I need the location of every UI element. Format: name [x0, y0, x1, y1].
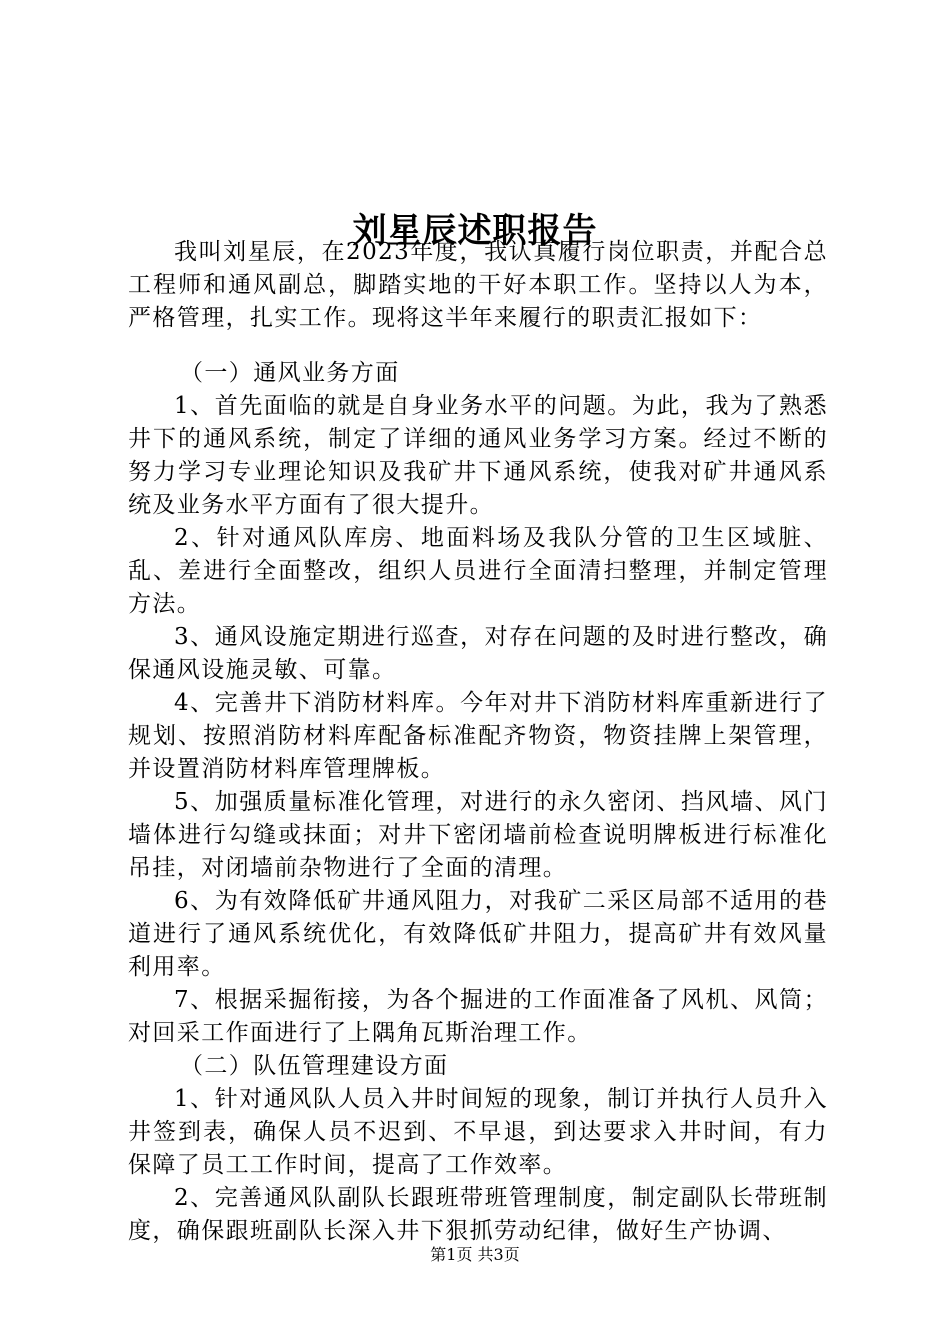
- list-item: 3、通风设施定期进行巡查，对存在问题的及时进行整改，确保通风设施灵敏、可靠。: [128, 624, 828, 683]
- section-heading-ventilation: （一）通风业务方面: [180, 360, 400, 386]
- intro-paragraph: 我叫刘星辰，在2023年度，我认真履行岗位职责，并配合总工程师和通风副总，脚踏实地的干好本职工作。坚持以人为本，严格管理，扎实工作。现将这半年来履行的职责汇报如下：: [128, 239, 828, 331]
- list-item: 4、完善井下消防材料库。今年对井下消防材料库重新进行了规划、按照消防材料库配备标准配齐物资，物资挂牌上架管理，并设置消防材料库管理牌板。: [128, 690, 828, 782]
- report-body: [128, 236, 828, 1248]
- list-item: 2、针对通风队库房、地面料场及我队分管的卫生区域脏、乱、差进行全面整改，组织人员进行全面清扫整理，并制定管理方法。: [128, 525, 828, 617]
- page-number-footer: 第1页 共3页: [430, 1245, 520, 1264]
- list-item: 7、根据采掘衔接，为各个掘进的工作面准备了风机、风筒；对回采工作面进行了上隅角瓦斯治理工作。: [128, 987, 828, 1046]
- list-item: 2、完善通风队副队长跟班带班管理制度，制定副队长带班制度，确保跟班副队长深入井下狠抓劳动纪律，做好生产协调、: [128, 1185, 828, 1244]
- page-title: 刘星辰述职报告: [352, 210, 598, 251]
- list-item: 6、为有效降低矿井通风阻力，对我矿二采区局部不适用的巷道进行了通风系统优化，有效降低矿井阻力，提高矿井有效风量利用率。: [128, 888, 828, 980]
- section-heading-team-management: （二）队伍管理建设方面: [180, 1053, 449, 1079]
- list-item: 5、加强质量标准化管理，对进行的永久密闭、挡风墙、风门墙体进行勾缝或抹面；对井下密闭墙前检查说明牌板进行标准化吊挂，对闭墙前杂物进行了全面的清理。: [128, 789, 828, 881]
- list-item: 1、首先面临的就是自身业务水平的问题。为此，我为了熟悉井下的通风系统，制定了详细的通风业务学习方案。经过不断的努力学习专业理论知识及我矿井下通风系统，使我对矿井通风系统及业务水平方面有了很大提升。: [128, 393, 828, 518]
- list-item: 1、针对通风队人员入井时间短的现象，制订并执行人员升入井签到表，确保人员不迟到、不早退，到达要求入井时间，有力保障了员工工作时间，提高了工作效率。: [128, 1086, 828, 1178]
